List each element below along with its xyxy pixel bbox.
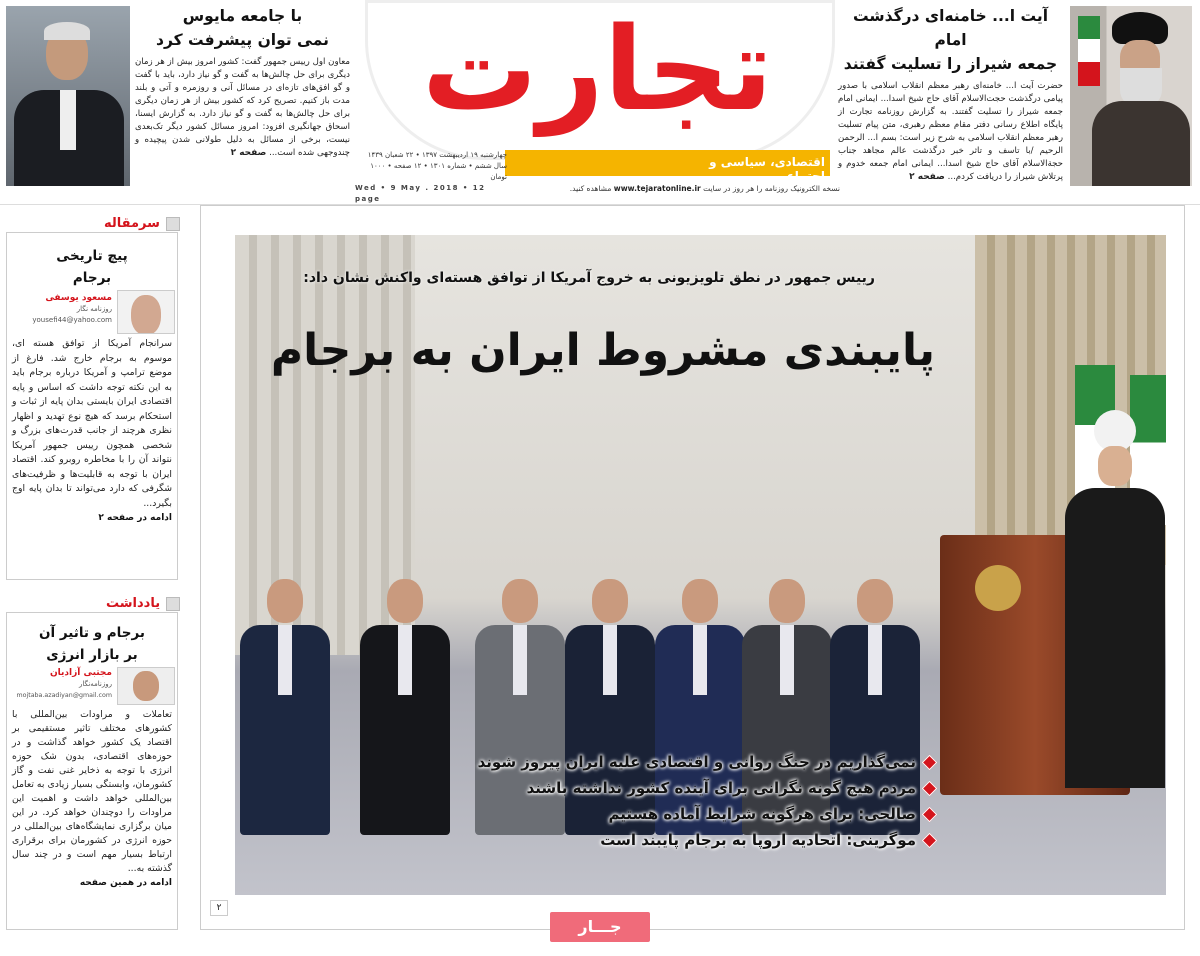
jahangiri-photo bbox=[6, 6, 130, 186]
speaker bbox=[1065, 410, 1165, 790]
date-persian: چهارشنبه ۱۹ اردیبهشت ۱۳۹۷ • ۲۲ شعبان ۱۴۳۹ bbox=[367, 151, 507, 159]
diamond-bullet-icon bbox=[922, 780, 938, 796]
continued-link[interactable]: ادامه در صفحه ۲ bbox=[98, 513, 172, 523]
note-text bbox=[12, 708, 172, 888]
bullet-item[interactable]: موگرینی: اتحادیه اروپا به برجام پایبند است bbox=[600, 831, 935, 849]
bullet-item[interactable]: نمی‌گذاریم در جنگ روانی و اقتصادی علیه ایران پیروز شوند bbox=[478, 753, 935, 771]
section-square-icon bbox=[166, 597, 180, 611]
main-photo[interactable] bbox=[235, 235, 1166, 895]
headline[interactable]: آیت ا... خامنه‌ای درگذشت امام جمعه شیراز را تسلیت گفتند bbox=[843, 7, 1058, 73]
top-right-story bbox=[838, 4, 1063, 184]
website-link[interactable]: www.tejaratonline.ir bbox=[613, 184, 701, 193]
leader-photo bbox=[1070, 6, 1192, 186]
section-label: سرمقاله bbox=[104, 216, 160, 231]
author-photo bbox=[117, 667, 175, 705]
editorial-body: سرانجام آمریکا از توافق هسته ای، موسوم به برجام خارج شد. فارغ از موضع ترامپ و آمریکا درباره برجام باید به این نکته توجه داشت که اساس و پایه اقتصادی ایران بایستی بدان پایه از ثبات و استحکام برسد که هیچ نوع تهدید و اظهار نظری هرچند از جانب قدرت‌های بزرگ و شخصی همچون رییس جمهور آمریکا نتواند آن را با مخاطره روبرو کند. اقتصاد ایران با توجه به قابلیت‌ها و ظرفیت‌های شگرفی که دارد می‌تواند تا بدان پایه اوج بگیرد... bbox=[12, 338, 172, 509]
diamond-bullet-icon bbox=[922, 754, 938, 770]
headline[interactable]: با جامعه مایوس نمی توان پیشرفت کرد bbox=[156, 7, 329, 49]
page-number: ۲ bbox=[210, 900, 228, 916]
editorial bbox=[12, 245, 172, 523]
tagline: اقتصادی، سیاسی و اجتماعی bbox=[709, 155, 825, 183]
section-square-icon bbox=[166, 217, 180, 231]
main-headline[interactable]: پایبندی مشروط ایران به برجام bbox=[270, 325, 935, 376]
author-photo bbox=[117, 290, 175, 334]
diamond-bullet-icon bbox=[922, 806, 938, 822]
bullet-item[interactable]: صالحی: برای هرگونه شرایط آماده هستیم bbox=[609, 805, 936, 823]
note bbox=[12, 622, 172, 888]
byline: مسعود یوسفی روزنامه نگار yousefi44@yahoo.com bbox=[32, 293, 112, 324]
editorial-text bbox=[12, 337, 172, 523]
note-body: تعاملات و مراودات بین‌المللی با کشورهای مختلف تاثیر مستقیمی بر اقتصاد یک کشور خواهد گذاشت و در حوزه‌های اقتصادی، بدون شک حوزه انرژی با توجه به ذخایر غنی نفت و گاز کشورمان، وابستگی بسیار زیادی به تعامل بین‌المللی خواهد داشت و اهمیت این مراودات را دوچندان خواهد کرد. در این میان برگزاری نمایشگاه‌های بین‌المللی در حوزه انرژی در کشورمان برای برقراری ارتباط بسیار مهم است و در چند سال گذشته به... bbox=[12, 709, 172, 874]
kicker: رییس جمهور در نطق تلویزیونی به خروج آمریکا از توافق هسته‌ای واکنش نشان داد: bbox=[303, 270, 875, 286]
date-block bbox=[355, 150, 507, 205]
logo[interactable]: تجارت bbox=[421, 3, 773, 137]
byline: مجتبی آزادیان روزنامه‌نگار mojtaba.azadiyan@gmail.com bbox=[16, 668, 112, 699]
masthead bbox=[355, 0, 840, 203]
issue-info: سال ششم • شماره ۱۳۰۱ • ۱۲ صفحه • ۱۰۰۰ تومان bbox=[370, 162, 507, 181]
note-header bbox=[106, 596, 180, 611]
bullet-list bbox=[435, 753, 935, 849]
bullet-item[interactable]: مردم هیچ گونه نگرانی برای آینده کشور نداشته باشند bbox=[527, 779, 935, 797]
diamond-bullet-icon bbox=[922, 832, 938, 848]
page-ref[interactable]: صفحه ۲ bbox=[230, 148, 267, 158]
story-body: معاون اول رییس جمهور گفت: کشور امروز بیش از هر زمان دیگری برای حل چالش‌ها به گفت و گو نیاز دارد، باید با گفت و گو افق‌های تازه‌ای در مسائل آنی و روزمره و آتی و بلند مدت باز کنیم. تصریح کرد که کشور بیش از هر زمان دیگری برای حل چالش‌ها به گفت و گو نیاز دارد. به گزارش ایسنا، اسحاق جهانگیری افزود: امروز مسائل کشور دیگر تک‌بعدی نیست، برخی از مسائل به دلیل طولانی شدن پیچیده و چندوجهی شده است... صفحه ۲ bbox=[135, 57, 350, 158]
top-left-story bbox=[135, 4, 350, 160]
page-ref[interactable]: صفحه ۲ bbox=[909, 172, 945, 182]
note-title[interactable]: برجام و تاثیر آن بر بازار انرژی bbox=[39, 625, 145, 663]
date-english: Wed • 9 May . 2018 • 12 page bbox=[355, 184, 486, 203]
website-note: نسخه الکترونیک روزنامه را هر روز در سایت www.tejaratonline.ir مشاهده کنید. bbox=[569, 184, 840, 193]
editorial-title[interactable]: پیچ تاریخی برجام bbox=[56, 248, 128, 286]
watermark-logo: جـــار bbox=[550, 912, 650, 942]
section-label: یادداشت bbox=[106, 596, 161, 611]
story-body: حضرت آیت ا... خامنه‌ای رهبر معظم انقلاب اسلامی با صدور پیامی درگذشت حجت‌الاسلام آقای حاج شیخ اسدا... ایمانی امام جمعه شیراز را تسلیت گفتند. به گزارش روزنامه تجارت از پایگاه اطلاع رسانی دفتر مقام معظم رهبری، متن پیام تسلیت رهبر معظم انقلاب اسلامی به شرح زیر است: بسم ا... الرحمن الرحیم /با تاسف و تاثر خبر درگذشت عالم مجاهد جناب حجة‌الاسلام آقای حاج شیخ اسدا... ایمانی امام جمعه خدوم و پرتلاش شیراز را دریافت کردم... صفحه ۲ bbox=[838, 81, 1063, 182]
editorial-header bbox=[104, 216, 180, 231]
continued-link[interactable]: ادامه در همین صفحه bbox=[79, 878, 172, 888]
